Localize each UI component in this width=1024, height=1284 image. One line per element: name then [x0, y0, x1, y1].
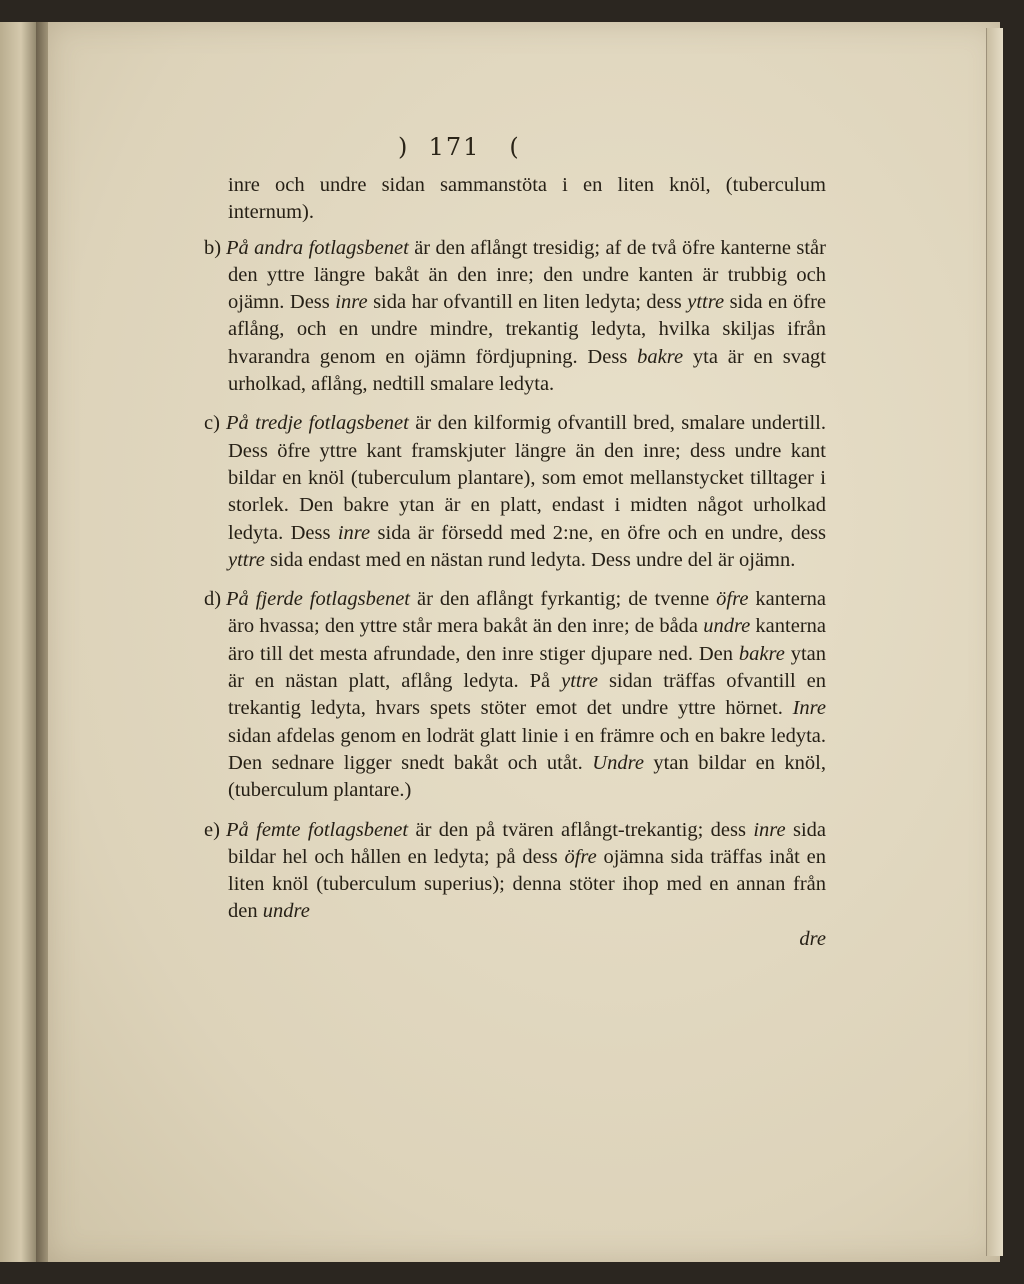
- paragraph-heading: På andra fotlagsbenet: [226, 236, 409, 259]
- paragraph-e: e) På femte fotlagsbenet är den på tvären aflångt-trekantig; dess inre sida bildar hel och hållen en ledyta; på dess öfre ojämna sida träffas inåt en liten knöl (tuberculum superius); denna stöter ihop med en annan från den undre dre: [228, 817, 826, 953]
- left-page-edge: [0, 22, 38, 1262]
- catchword: dre: [799, 927, 826, 950]
- paragraph-label: c): [204, 412, 220, 435]
- paragraph-c: c) På tredje fotlagsbenet är den kilformig ofvantill bred, smalare undertill. Dess öfre yttre kant framskjuter längre än den inre; dess undre kant bildar en knöl (tuberculum plantare), som emot mellanstycket tilltager i storlek. Den bakre ytan är en platt, endast i midten något urholkad ledyta. Dess inre sida är försedd med 2:ne, en öfre och en undre, dess yttre sida endast med en nästan rund ledyta. Dess undre del är ojämn.: [204, 412, 826, 571]
- paragraph-heading: På femte fotlagsbenet: [226, 818, 409, 841]
- right-page-edge: [986, 28, 1003, 1256]
- paragraph-label: b): [204, 236, 222, 259]
- header-bracket-left: ): [398, 133, 410, 161]
- paragraph-continued: inre och undre sidan sammanstöta i en liten knöl, (tuberculum internum).: [228, 174, 826, 224]
- header-bracket-right: (: [509, 133, 521, 161]
- paragraph-b: b) På andra fotlagsbenet är den aflångt tresidig; af de två öfre kanterne står den yttre längre bakåt än den inre; den undre kanten är trubbig och ojämn. Dess inre sida har ofvantill en liten ledyta; dess yttre sida en öfre aflång, och en undre mindre, trekantig ledyta, hvilka skiljas ifrån hvarandra genom en ojämn fördjupning. Dess bakre yta är en svagt urholkad, aflång, nedtill smalare ledyta.: [204, 236, 827, 396]
- paragraph-label: d): [204, 588, 222, 611]
- page-header: [398, 133, 598, 161]
- paragraph-heading: På tredje fotlagsbenet: [226, 412, 409, 435]
- paragraph-d: d) På fjerde fotlagsbenet är den aflångt fyrkantig; de tvenne öfre kanterna äro hvassa; den yttre står mera bakåt än den inre; de båda undre kanterna äro till det mesta afrundade, den inre stiger djupare ned. Den bakre ytan är en nästan platt, aflång ledyta. På yttre sidan träffas ofvantill en trekantig ledyta, hvars spets stöter emot det undre yttre hörnet. Inre sidan afdelas genom en lodrät glatt linie i en främre och en bakre ledyta. Den sednare ligger snedt bakåt och utåt. Undre ytan bildar en knöl, (tuberculum plantare.): [204, 588, 827, 802]
- page-number: 171: [428, 133, 481, 161]
- paragraph-label: e): [204, 818, 220, 841]
- body-text: [204, 172, 827, 965]
- paragraph-heading: På fjerde fotlagsbenet: [226, 588, 411, 611]
